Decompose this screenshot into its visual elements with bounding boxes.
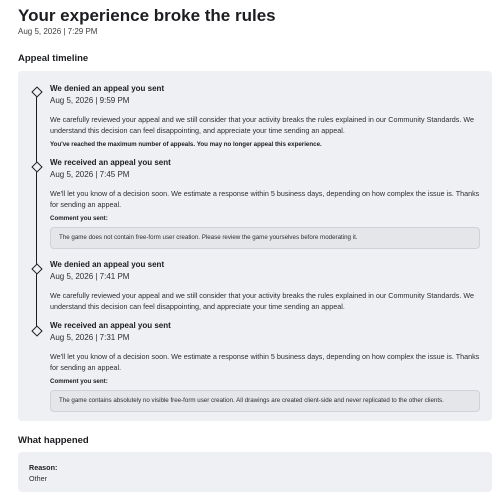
timeline-event-denied (50, 84, 486, 149)
timeline-event-date: Aug 5, 2026 | 7:31 PM (50, 332, 130, 342)
timeline-event-denied (50, 260, 486, 312)
timeline-connector-line (36, 92, 37, 332)
what-happened-heading: What happened (18, 435, 89, 446)
page-date: Aug 5, 2026 | 7:29 PM (18, 27, 98, 36)
comment-label: Comment you sent: (50, 214, 108, 222)
comment-label: Comment you sent: (50, 377, 108, 385)
timeline-event-received (50, 158, 486, 249)
timeline-event-received (50, 321, 486, 412)
page-title: Your experience broke the rules (18, 6, 276, 25)
timeline-event-date: Aug 5, 2026 | 7:45 PM (50, 169, 130, 179)
timeline-event-body: We carefully reviewed your appeal and we still consider that your activity breaks the rules explained in our Community Standards. We understand this decision can feel disappointing, and appreciate your time sending an appeal. (50, 290, 475, 311)
timeline-event-title: We denied an appeal you sent (50, 260, 165, 269)
max-appeals-note: You've reached the maximum number of appeals. You may no longer appeal this experience. (50, 140, 322, 148)
appeal-timeline-heading: Appeal timeline (18, 53, 89, 64)
timeline-event-title: We received an appeal you sent (50, 321, 171, 330)
timeline-event-date: Aug 5, 2026 | 7:41 PM (50, 271, 130, 281)
timeline-event-title: We received an appeal you sent (50, 158, 171, 167)
reason-value: Other (29, 474, 47, 483)
timeline-event-body: We carefully reviewed your appeal and we still consider that your activity breaks the rules explained in our Community Standards. We understand this decision can feel disappointing, and appreciate your time sending an appeal. (50, 114, 475, 135)
what-happened-panel (18, 452, 492, 492)
timeline-event-body: We'll let you know of a decision soon. We estimate a response within 5 business days, depending on how complex the issue is. Thanks for sending an appeal. (50, 351, 480, 372)
sent-comment-box: The game does not contain free-form user creation. Please review the game yourselves before moderating it. (50, 227, 480, 249)
timeline-event-body: We'll let you know of a decision soon. We estimate a response within 5 business days, depending on how complex the issue is. Thanks for sending an appeal. (50, 188, 480, 209)
timeline-event-title: We denied an appeal you sent (50, 84, 165, 93)
timeline-event-date: Aug 5, 2026 | 9:59 PM (50, 95, 130, 105)
reason-label: Reason: (29, 463, 58, 472)
sent-comment-box: The game contains absolutely no visible free-form user creation. All drawings are created client-side and never replicated to the other clients. (50, 390, 480, 412)
